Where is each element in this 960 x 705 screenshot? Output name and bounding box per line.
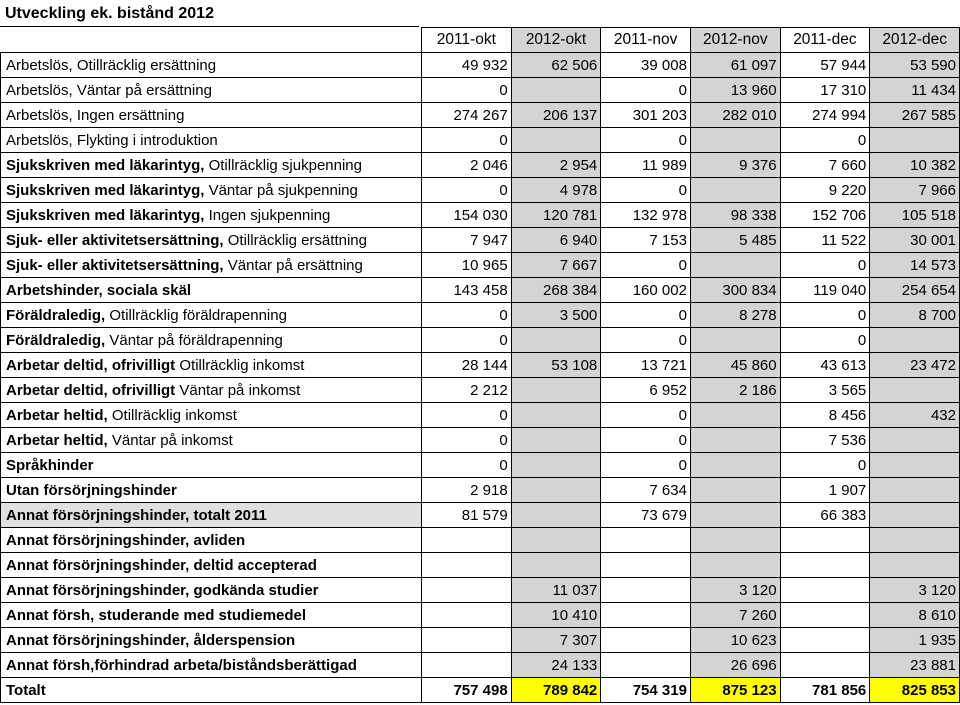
value-cell[interactable] — [780, 603, 870, 628]
row-label-cell[interactable] — [1, 103, 422, 128]
row-label-text: Otillräcklig sjukpenning — [204, 156, 362, 174]
row-label-cell[interactable] — [1, 553, 422, 578]
value-cell[interactable] — [870, 478, 960, 503]
table-row — [1, 503, 960, 528]
row-label-text: Otillräcklig ersättning — [223, 231, 367, 249]
table-row — [1, 403, 960, 428]
column-header[interactable]: 2011-dec — [780, 28, 870, 53]
row-label-cell[interactable] — [1, 53, 422, 78]
value-cell[interactable]: 23 881 — [870, 653, 960, 678]
value-cell[interactable]: 11 434 — [870, 78, 960, 103]
value-cell[interactable]: 0 — [422, 128, 512, 153]
value-cell[interactable]: 11 037 — [511, 578, 601, 603]
value-cell[interactable]: 61 097 — [690, 53, 780, 78]
value-cell[interactable]: 0 — [601, 303, 691, 328]
value-cell[interactable] — [511, 528, 601, 553]
value-cell[interactable] — [780, 628, 870, 653]
value-cell[interactable]: 13 960 — [690, 78, 780, 103]
value-cell[interactable]: 4 978 — [511, 178, 601, 203]
value-cell[interactable]: 14 573 — [870, 253, 960, 278]
row-label-cell[interactable] — [1, 428, 422, 453]
row-label-text: Arbetslös, Flykting i introduktion — [6, 131, 218, 149]
row-label-text: Väntar på ersättning — [223, 256, 363, 274]
value-cell[interactable]: 0 — [422, 303, 512, 328]
value-cell[interactable]: 3 120 — [690, 578, 780, 603]
value-cell[interactable] — [511, 453, 601, 478]
value-cell[interactable]: 10 410 — [511, 603, 601, 628]
row-label-text: Ingen sjukpenning — [204, 206, 331, 224]
table-row — [1, 378, 960, 403]
row-label-bold: Sjukskriven med läkarintyg, — [6, 206, 205, 224]
value-cell[interactable]: 43 613 — [780, 353, 870, 378]
row-label-bold: Annat försörjningshinder, totalt 2011 — [6, 506, 267, 524]
row-label-cell[interactable] — [1, 603, 422, 628]
value-cell[interactable] — [690, 128, 780, 153]
value-cell[interactable]: 8 456 — [780, 403, 870, 428]
value-cell[interactable]: 7 966 — [870, 178, 960, 203]
total-row — [1, 678, 960, 703]
row-label-cell[interactable] — [1, 478, 422, 503]
table-row — [1, 628, 960, 653]
value-cell[interactable]: 254 654 — [870, 278, 960, 303]
value-cell[interactable]: 7 634 — [601, 478, 691, 503]
value-cell[interactable]: 7 660 — [780, 153, 870, 178]
value-cell[interactable]: 0 — [780, 253, 870, 278]
row-label-cell[interactable] — [1, 653, 422, 678]
value-cell[interactable]: 5 485 — [690, 228, 780, 253]
value-cell[interactable] — [422, 628, 512, 653]
value-cell[interactable]: 2 954 — [511, 153, 601, 178]
row-label-bold: Arbetar heltid, — [6, 406, 108, 424]
value-cell[interactable]: 6 952 — [601, 378, 691, 403]
table-row — [1, 478, 960, 503]
table-row — [1, 428, 960, 453]
value-cell[interactable]: 0 — [601, 78, 691, 103]
value-cell[interactable] — [511, 78, 601, 103]
row-label-cell[interactable] — [1, 578, 422, 603]
row-label-cell[interactable] — [1, 203, 422, 228]
value-cell[interactable]: 3 120 — [870, 578, 960, 603]
value-cell[interactable] — [511, 403, 601, 428]
value-cell[interactable] — [601, 578, 691, 603]
value-cell[interactable] — [422, 603, 512, 628]
header-row — [1, 28, 960, 53]
value-cell[interactable]: 49 932 — [422, 53, 512, 78]
value-cell[interactable]: 8 700 — [870, 303, 960, 328]
value-cell[interactable]: 301 203 — [601, 103, 691, 128]
row-label-bold: Föräldraledig, — [6, 306, 106, 324]
value-cell[interactable] — [422, 578, 512, 603]
value-cell[interactable]: 28 144 — [422, 353, 512, 378]
table-row — [1, 653, 960, 678]
value-cell[interactable]: 39 008 — [601, 53, 691, 78]
row-label-cell[interactable] — [1, 278, 422, 303]
row-label-cell[interactable] — [1, 503, 422, 528]
value-cell[interactable]: 105 518 — [870, 203, 960, 228]
row-label-bold: Annat försh, studerande med studiemedel — [6, 606, 307, 624]
value-cell[interactable]: 274 994 — [780, 103, 870, 128]
value-cell[interactable] — [601, 603, 691, 628]
row-label-cell[interactable] — [1, 253, 422, 278]
value-cell[interactable] — [511, 553, 601, 578]
value-cell[interactable]: 160 002 — [601, 278, 691, 303]
value-cell[interactable]: 0 — [422, 78, 512, 103]
value-cell[interactable] — [780, 578, 870, 603]
value-cell[interactable]: 9 376 — [690, 153, 780, 178]
row-label-bold: Arbetar deltid, ofrivilligt — [6, 381, 176, 399]
value-cell[interactable]: 0 — [601, 403, 691, 428]
value-cell[interactable]: 0 — [422, 328, 512, 353]
value-cell[interactable]: 0 — [422, 453, 512, 478]
value-cell[interactable]: 24 133 — [511, 653, 601, 678]
value-cell[interactable]: 6 940 — [511, 228, 601, 253]
table-row — [1, 453, 960, 478]
value-cell[interactable] — [690, 328, 780, 353]
row-label-text: Väntar på inkomst — [107, 431, 233, 449]
value-cell[interactable] — [601, 553, 691, 578]
row-label-bold: Utan försörjningshinder — [6, 481, 177, 499]
value-cell[interactable] — [511, 478, 601, 503]
value-cell[interactable]: 7 947 — [422, 228, 512, 253]
value-cell[interactable]: 0 — [601, 253, 691, 278]
value-cell[interactable]: 8 610 — [870, 603, 960, 628]
table-row — [1, 78, 960, 103]
row-label-cell[interactable] — [1, 303, 422, 328]
value-cell[interactable]: 7 307 — [511, 628, 601, 653]
value-cell[interactable] — [511, 503, 601, 528]
value-cell[interactable]: 0 — [780, 303, 870, 328]
row-label-bold: Annat försh,förhindrad arbeta/biståndsberättigad — [6, 656, 357, 674]
value-cell[interactable] — [690, 453, 780, 478]
value-cell[interactable] — [690, 403, 780, 428]
value-cell[interactable]: 11 522 — [780, 228, 870, 253]
data-table — [0, 27, 960, 703]
value-cell[interactable] — [870, 328, 960, 353]
value-cell[interactable]: 154 030 — [422, 203, 512, 228]
value-cell[interactable]: 120 781 — [511, 203, 601, 228]
row-label-text: Arbetslös, Ingen ersättning — [6, 106, 185, 124]
table-row — [1, 303, 960, 328]
value-cell[interactable] — [601, 628, 691, 653]
value-cell[interactable] — [870, 528, 960, 553]
header-corner-cell — [1, 28, 422, 53]
value-cell[interactable] — [870, 428, 960, 453]
value-cell[interactable] — [422, 528, 512, 553]
table-row — [1, 553, 960, 578]
row-label-cell[interactable] — [1, 228, 422, 253]
value-cell[interactable] — [422, 553, 512, 578]
value-cell[interactable] — [870, 378, 960, 403]
value-cell[interactable]: 13 721 — [601, 353, 691, 378]
row-label-bold: Arbetshinder, sociala skäl — [6, 281, 192, 299]
value-cell[interactable] — [870, 553, 960, 578]
row-label-cell[interactable] — [1, 353, 422, 378]
table-row — [1, 253, 960, 278]
table-row — [1, 53, 960, 78]
table-row — [1, 578, 960, 603]
total-value-cell[interactable]: 875 123 — [690, 678, 780, 703]
table-row — [1, 103, 960, 128]
value-cell[interactable]: 11 989 — [601, 153, 691, 178]
table-row — [1, 228, 960, 253]
value-cell[interactable]: 0 — [780, 328, 870, 353]
value-cell[interactable]: 2 186 — [690, 378, 780, 403]
value-cell[interactable]: 62 506 — [511, 53, 601, 78]
value-cell[interactable] — [870, 503, 960, 528]
column-header[interactable]: 2012-okt — [511, 28, 601, 53]
total-value-cell[interactable]: 757 498 — [422, 678, 512, 703]
value-cell[interactable]: 0 — [601, 328, 691, 353]
row-label-bold: Sjuk- eller aktivitetsersättning, — [6, 231, 224, 249]
value-cell[interactable] — [511, 128, 601, 153]
column-header[interactable]: 2012-nov — [690, 28, 780, 53]
value-cell[interactable]: 17 310 — [780, 78, 870, 103]
row-label-bold: Sjukskriven med läkarintyg, — [6, 156, 205, 174]
value-cell[interactable]: 0 — [422, 178, 512, 203]
total-label-cell[interactable]: Totalt — [1, 678, 422, 703]
value-cell[interactable]: 0 — [601, 428, 691, 453]
value-cell[interactable]: 10 623 — [690, 628, 780, 653]
column-header[interactable]: 2011-okt — [422, 28, 512, 53]
value-cell[interactable] — [780, 553, 870, 578]
value-cell[interactable]: 1 907 — [780, 478, 870, 503]
value-cell[interactable]: 2 918 — [422, 478, 512, 503]
row-label-text: Arbetslös, Otillräcklig ersättning — [6, 56, 217, 74]
value-cell[interactable]: 7 153 — [601, 228, 691, 253]
value-cell[interactable] — [511, 428, 601, 453]
value-cell[interactable] — [422, 653, 512, 678]
row-label-cell[interactable] — [1, 328, 422, 353]
value-cell[interactable]: 45 860 — [690, 353, 780, 378]
value-cell[interactable]: 26 696 — [690, 653, 780, 678]
table-row — [1, 128, 960, 153]
total-value-cell[interactable]: 781 856 — [780, 678, 870, 703]
value-cell[interactable]: 0 — [422, 403, 512, 428]
row-label-text: Otillräcklig inkomst — [175, 356, 305, 374]
value-cell[interactable]: 0 — [780, 453, 870, 478]
row-label-text: Väntar på inkomst — [175, 381, 301, 399]
value-cell[interactable] — [690, 478, 780, 503]
table-row — [1, 203, 960, 228]
value-cell[interactable]: 152 706 — [780, 203, 870, 228]
row-label-bold: Annat försörjningshinder, avliden — [6, 531, 246, 549]
value-cell[interactable]: 23 472 — [870, 353, 960, 378]
table-row — [1, 603, 960, 628]
row-label-bold: Arbetar deltid, ofrivilligt — [6, 356, 176, 374]
table-row — [1, 178, 960, 203]
row-label-cell[interactable] — [1, 403, 422, 428]
value-cell[interactable] — [690, 428, 780, 453]
value-cell[interactable]: 81 579 — [422, 503, 512, 528]
value-cell[interactable]: 73 679 — [601, 503, 691, 528]
table-row — [1, 278, 960, 303]
table-row — [1, 328, 960, 353]
row-label-bold: Annat försörjningshinder, godkända studier — [6, 581, 319, 599]
value-cell[interactable]: 9 220 — [780, 178, 870, 203]
value-cell[interactable]: 0 — [601, 128, 691, 153]
value-cell[interactable]: 2 212 — [422, 378, 512, 403]
sheet-title: Utveckling ek. bistånd 2012 — [5, 5, 214, 22]
value-cell[interactable]: 30 001 — [870, 228, 960, 253]
value-cell[interactable]: 10 965 — [422, 253, 512, 278]
value-cell[interactable]: 132 978 — [601, 203, 691, 228]
row-label-text: Otillräcklig föräldrapenning — [105, 306, 287, 324]
value-cell[interactable]: 143 458 — [422, 278, 512, 303]
column-header[interactable]: 2012-dec — [870, 28, 960, 53]
value-cell[interactable]: 7 536 — [780, 428, 870, 453]
total-value-cell[interactable]: 789 842 — [511, 678, 601, 703]
value-cell[interactable]: 267 585 — [870, 103, 960, 128]
value-cell[interactable]: 53 108 — [511, 353, 601, 378]
row-label-cell[interactable] — [1, 528, 422, 553]
total-value-cell[interactable]: 754 319 — [601, 678, 691, 703]
row-label-cell[interactable] — [1, 153, 422, 178]
row-label-cell[interactable] — [1, 378, 422, 403]
row-label-text: Väntar på sjukpenning — [204, 181, 358, 199]
value-cell[interactable] — [690, 528, 780, 553]
row-label-cell[interactable] — [1, 78, 422, 103]
row-label-bold: Annat försörjningshinder, ålderspension — [6, 631, 296, 649]
value-cell[interactable] — [601, 653, 691, 678]
table-row — [1, 153, 960, 178]
value-cell[interactable] — [690, 503, 780, 528]
value-cell[interactable]: 53 590 — [870, 53, 960, 78]
value-cell[interactable] — [511, 328, 601, 353]
row-label-bold: Annat försörjningshinder, deltid accepterad — [6, 556, 317, 574]
row-label-bold: Sjukskriven med läkarintyg, — [6, 181, 205, 199]
value-cell[interactable] — [690, 553, 780, 578]
total-value-cell[interactable]: 825 853 — [870, 678, 960, 703]
row-label-bold: Språkhinder — [6, 456, 94, 474]
row-label-text: Väntar på föräldrapenning — [105, 331, 283, 349]
value-cell[interactable]: 119 040 — [780, 278, 870, 303]
value-cell[interactable] — [690, 253, 780, 278]
value-cell[interactable]: 0 — [601, 453, 691, 478]
value-cell[interactable]: 206 137 — [511, 103, 601, 128]
value-cell[interactable]: 300 834 — [690, 278, 780, 303]
row-label-cell[interactable] — [1, 628, 422, 653]
value-cell[interactable] — [601, 528, 691, 553]
value-cell[interactable] — [511, 378, 601, 403]
value-cell[interactable] — [780, 528, 870, 553]
value-cell[interactable] — [780, 653, 870, 678]
row-label-bold: Föräldraledig, — [6, 331, 106, 349]
value-cell[interactable] — [690, 178, 780, 203]
value-cell[interactable]: 8 278 — [690, 303, 780, 328]
value-cell[interactable]: 274 267 — [422, 103, 512, 128]
row-label-text: Otillräcklig inkomst — [107, 406, 237, 424]
value-cell[interactable]: 66 383 — [780, 503, 870, 528]
value-cell[interactable] — [870, 453, 960, 478]
row-label-cell[interactable] — [1, 453, 422, 478]
row-label-cell[interactable] — [1, 178, 422, 203]
value-cell[interactable]: 10 382 — [870, 153, 960, 178]
table-row — [1, 528, 960, 553]
value-cell[interactable]: 282 010 — [690, 103, 780, 128]
value-cell[interactable]: 7 260 — [690, 603, 780, 628]
value-cell[interactable]: 432 — [870, 403, 960, 428]
row-label-text: Arbetslös, Väntar på ersättning — [6, 81, 212, 99]
row-label-cell[interactable] — [1, 128, 422, 153]
value-cell[interactable]: 0 — [780, 128, 870, 153]
column-header[interactable]: 2011-nov — [601, 28, 691, 53]
value-cell[interactable]: 57 944 — [780, 53, 870, 78]
value-cell[interactable]: 7 667 — [511, 253, 601, 278]
value-cell[interactable]: 3 500 — [511, 303, 601, 328]
value-cell[interactable]: 268 384 — [511, 278, 601, 303]
row-label-bold: Arbetar heltid, — [6, 431, 108, 449]
value-cell[interactable]: 98 338 — [690, 203, 780, 228]
value-cell[interactable]: 3 565 — [780, 378, 870, 403]
table-row — [1, 353, 960, 378]
value-cell[interactable]: 1 935 — [870, 628, 960, 653]
row-label-bold: Sjuk- eller aktivitetsersättning, — [6, 256, 224, 274]
value-cell[interactable]: 0 — [601, 178, 691, 203]
value-cell[interactable]: 0 — [422, 428, 512, 453]
value-cell[interactable] — [870, 128, 960, 153]
value-cell[interactable]: 2 046 — [422, 153, 512, 178]
